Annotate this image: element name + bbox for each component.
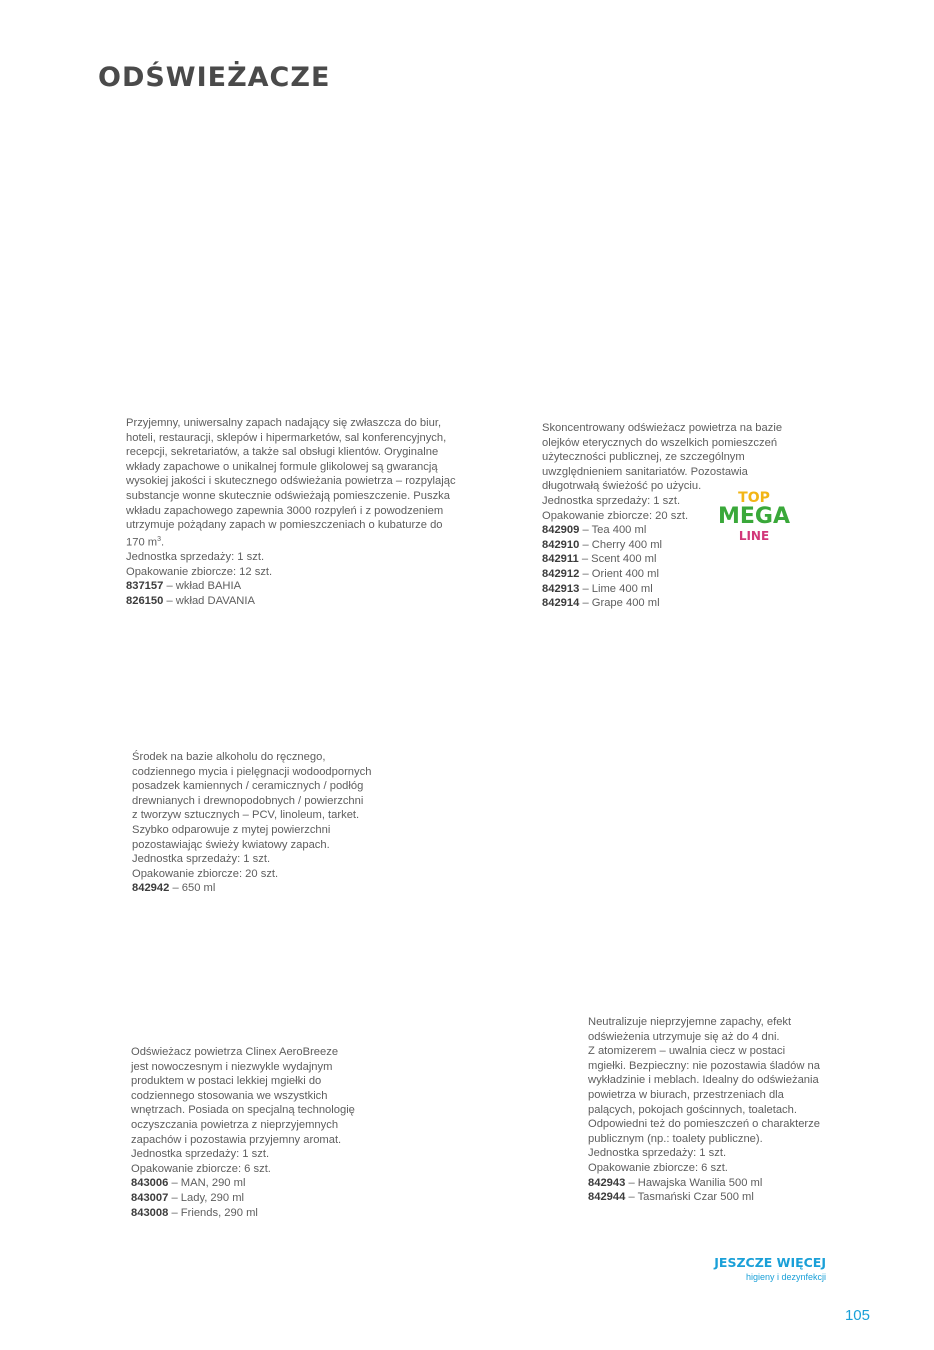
unit-sale: Jednostka sprzedaży: 1 szt. bbox=[131, 1148, 270, 1161]
variant-desc: – Orient 400 ml bbox=[579, 567, 659, 580]
unit-sale: Jednostka sprzedaży: 1 szt. bbox=[588, 1147, 727, 1160]
product-code: 842913 bbox=[542, 582, 580, 595]
description-line: odświeżenia utrzymuje się aż do 4 dni. bbox=[588, 1030, 780, 1043]
variant-desc: – Scent 400 ml bbox=[578, 553, 657, 566]
product-code: 842914 bbox=[542, 597, 580, 610]
product-code: 842909 bbox=[542, 524, 580, 537]
description-line: wnętrzach. Posiada on specjalną technologię bbox=[131, 1104, 355, 1117]
product-code: 826150 bbox=[126, 594, 164, 607]
description-line: z tworzyw sztucznych – PCV, linoleum, tarket. bbox=[132, 809, 360, 822]
description-line: wkłady zapachowe o unikalnej formule glikolowej są gwarancją bbox=[126, 460, 438, 473]
description-line: wkładu zapachowego zapewnia 3000 rozpyleń i z powodzeniem bbox=[126, 504, 444, 517]
volume-line bbox=[126, 533, 462, 550]
product-code: 842944 bbox=[588, 1191, 626, 1204]
badge-mega: MEGA bbox=[717, 504, 790, 529]
description-line: utrzymuje pożądany zapach w pomieszczeniach o kubaturze do bbox=[126, 519, 443, 532]
description-line: uwzględnieniem sanitariatów. Pozostawia bbox=[542, 465, 748, 478]
description-line: Z atomizerem – uwalnia ciecz w postaci bbox=[588, 1045, 786, 1058]
description-line: pozostawiając świeży kwiatowy zapach. bbox=[132, 838, 330, 851]
product-description-odor-neutralizer bbox=[588, 1015, 836, 1205]
description-line: produktem w postaci lekkiej mgiełki do bbox=[131, 1075, 322, 1088]
description-line: Skoncentrowany odświeżacz powietrza na bazie bbox=[542, 422, 783, 434]
description-line: użyteczności publicznej, ze szczególnym bbox=[542, 451, 745, 464]
product-code: 843006 bbox=[131, 1177, 169, 1190]
description-line: palących, pokojach gościnnych, toaletach. bbox=[588, 1103, 797, 1116]
product-code: 842943 bbox=[588, 1176, 626, 1189]
product-code: 842912 bbox=[542, 567, 580, 580]
variant-line bbox=[588, 1176, 836, 1191]
variant-desc: – wkład BAHIA bbox=[163, 580, 242, 593]
volume-end: . bbox=[161, 536, 165, 549]
page-number: 105 bbox=[844, 1307, 870, 1324]
description-line: codziennego stosowania we wszystkich bbox=[131, 1089, 328, 1102]
badge-top: TOP bbox=[738, 490, 770, 506]
badge-line: LINE bbox=[738, 529, 770, 543]
description-line: długotrwałą świeżość po użyciu. bbox=[542, 480, 702, 493]
product-code: 843007 bbox=[131, 1191, 169, 1204]
variant-line bbox=[126, 579, 462, 594]
description-line: hoteli, restauracji, sklepów i hipermarketów, sal konferencyjnych, bbox=[126, 431, 447, 444]
unit-sale: Jednostka sprzedaży: 1 szt. bbox=[126, 551, 265, 564]
product-description-aerobreeze bbox=[131, 1045, 363, 1220]
variant-desc: – wkład DAVANIA bbox=[163, 594, 255, 607]
unit-pack: Opakowanie zbiorcze: 20 szt. bbox=[542, 509, 689, 522]
description-line: wykładzinie i meblach. Idealny do odświeżania bbox=[588, 1074, 819, 1087]
variant-desc: – Grape 400 ml bbox=[579, 597, 660, 610]
variant-line bbox=[131, 1176, 363, 1191]
description-line: zapachów i pozostawia przyjemny aromat. bbox=[131, 1133, 342, 1146]
description-line: mgiełki. Bezpieczny: nie pozostawia śladów na bbox=[588, 1059, 820, 1072]
variant-line bbox=[542, 567, 792, 582]
variant-desc: – Lime 400 ml bbox=[579, 582, 653, 595]
variant-desc: – MAN, 290 ml bbox=[168, 1177, 246, 1190]
variant-desc: – 650 ml bbox=[169, 882, 216, 895]
unit-pack: Opakowanie zbiorcze: 6 szt. bbox=[588, 1161, 728, 1174]
description-line: jest nowoczesnym i niezwykle wydajnym bbox=[131, 1060, 333, 1073]
description-line: oczyszczania powietrza z nieprzyjemnych bbox=[131, 1118, 339, 1131]
unit-pack: Opakowanie zbiorcze: 12 szt. bbox=[126, 565, 273, 578]
unit-sale: Jednostka sprzedaży: 1 szt. bbox=[132, 853, 271, 866]
more-hygiene-title: JESZCZE WIĘCEJ bbox=[714, 1255, 826, 1270]
unit-sale: Jednostka sprzedaży: 1 szt. bbox=[542, 494, 681, 507]
variant-line bbox=[542, 552, 792, 567]
variant-desc: – Cherry 400 ml bbox=[579, 538, 663, 551]
product-code: 842910 bbox=[542, 538, 580, 551]
variant-line bbox=[588, 1190, 836, 1205]
variant-line bbox=[542, 596, 792, 611]
description-line: olejków eterycznych do wszelkich pomieszczeń bbox=[542, 436, 778, 449]
variant-line bbox=[126, 594, 462, 609]
description-line: Szybko odparowuje z mytej powierzchni bbox=[132, 823, 331, 836]
description-line: wysokiej jakości i skutecznego odświeżania powietrza – rozpylając bbox=[126, 475, 456, 488]
product-code: 842911 bbox=[542, 553, 579, 566]
unit-pack: Opakowanie zbiorcze: 20 szt. bbox=[132, 867, 279, 880]
variant-desc: – Hawajska Wanilia 500 ml bbox=[625, 1176, 763, 1189]
description-line: Środek na bazie alkoholu do ręcznego, bbox=[132, 751, 326, 763]
product-description-floor-cleaner bbox=[132, 750, 388, 896]
variant-desc: – Tasmański Czar 500 ml bbox=[625, 1191, 754, 1204]
description-line: drewnianych i drewnopodobnych / powierzchni bbox=[132, 794, 364, 807]
description-line: Odświeżacz powietrza Clinex AeroBreeze bbox=[131, 1046, 339, 1058]
variant-line bbox=[132, 881, 388, 896]
description-line: publicznym (np.: toalety publiczne). bbox=[588, 1132, 763, 1145]
product-code: 842942 bbox=[132, 882, 170, 895]
volume-superscript: 3 bbox=[157, 535, 161, 543]
description-line: Odpowiedni też do pomieszczeń o charakterze bbox=[588, 1118, 820, 1131]
top-mega-line-badge bbox=[716, 491, 792, 542]
product-description-air-freshener-refill bbox=[126, 416, 462, 608]
description-line: posadzek kamiennych / ceramicznych / podłóg bbox=[132, 780, 364, 793]
product-code: 843008 bbox=[131, 1206, 169, 1219]
volume-text: 170 m bbox=[126, 536, 158, 549]
description-line: Neutralizuje nieprzyjemne zapachy, efekt bbox=[588, 1016, 792, 1028]
description-line: Przyjemny, uniwersalny zapach nadający się zwłaszcza do biur, bbox=[126, 417, 442, 429]
description-line: powietrza w biurach, przestrzeniach dla bbox=[588, 1088, 784, 1101]
more-hygiene-subtitle: higieny i dezynfekcji bbox=[745, 1272, 826, 1282]
description-line: recepcji, sekretariatów, a także sal obsługi klientów. Oryginalne bbox=[126, 446, 439, 459]
unit-pack: Opakowanie zbiorcze: 6 szt. bbox=[131, 1162, 271, 1175]
product-code: 837157 bbox=[126, 580, 164, 593]
description-line: substancje wonne skutecznie odświeżają pomieszczenie. Puszka bbox=[126, 489, 450, 502]
variant-desc: – Lady, 290 ml bbox=[168, 1191, 245, 1204]
description-line: codziennego mycia i pielęgnacji wodoodpornych bbox=[132, 765, 372, 778]
variant-line bbox=[542, 582, 792, 597]
variant-line bbox=[131, 1206, 363, 1221]
variant-desc: – Tea 400 ml bbox=[579, 524, 647, 537]
variant-line bbox=[131, 1191, 363, 1206]
page-title: ODŚWIEŻACZE bbox=[98, 62, 331, 93]
variant-desc: – Friends, 290 ml bbox=[168, 1206, 258, 1219]
